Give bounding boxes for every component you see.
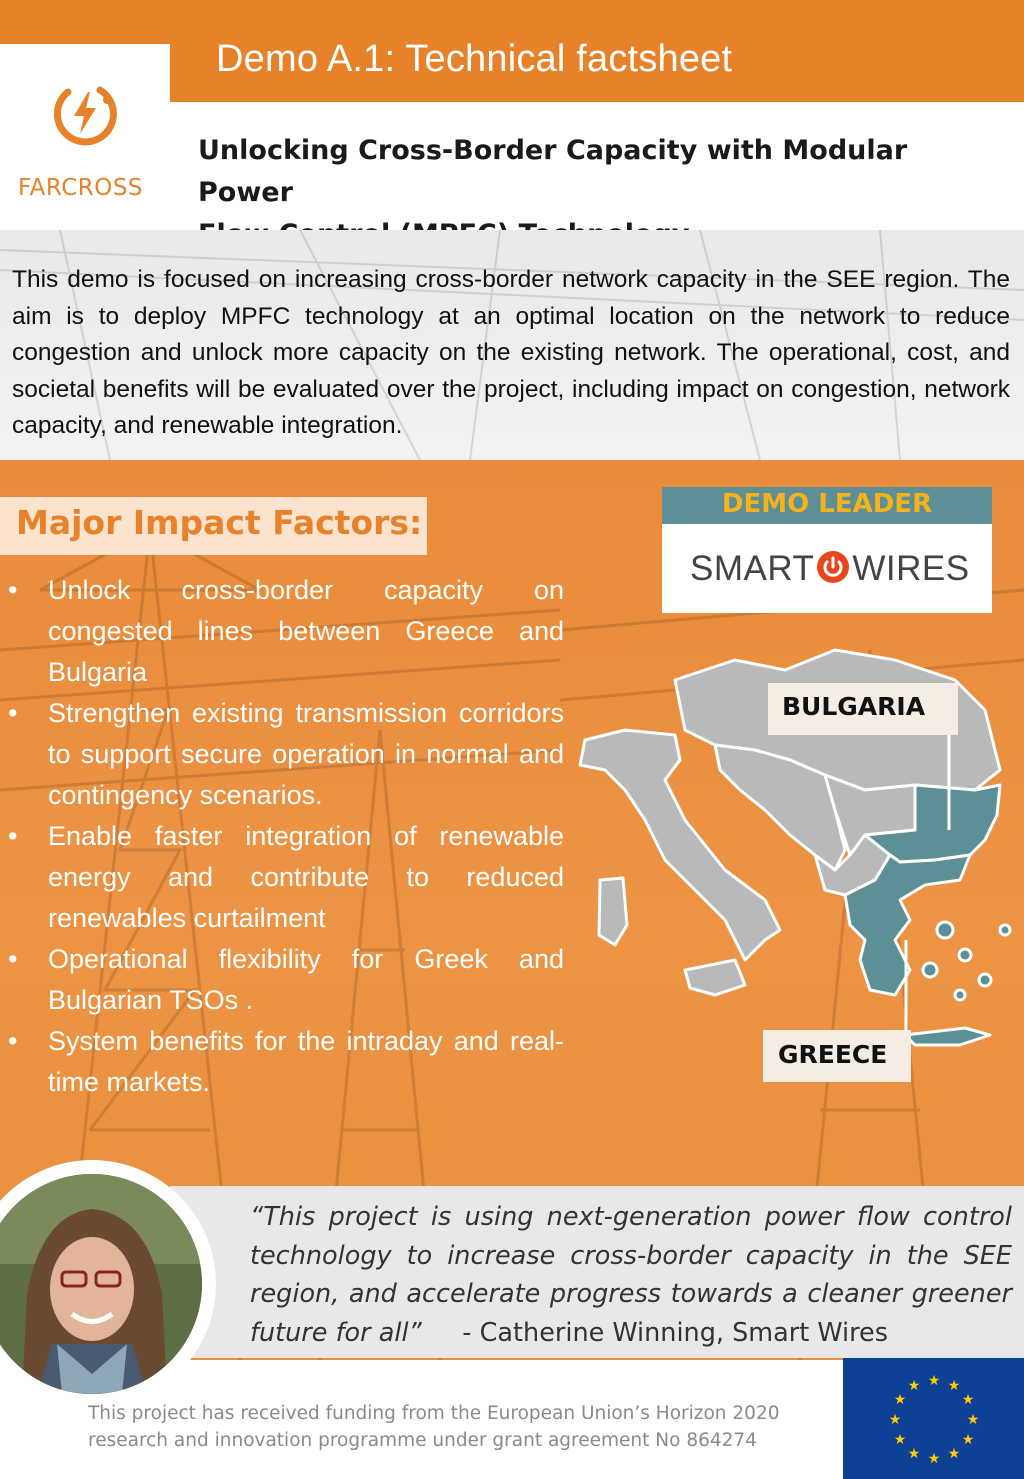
list-item: • System benefits for the intraday and real-time markets. [8,1021,564,1103]
list-item: • Enable faster integration of renewable energy and contribute to reduced renewables curtailment [8,816,564,939]
quote-author: - Catherine Winning, Smart Wires [462,1317,888,1348]
greece-label: GREECE [778,1040,888,1069]
list-item: • Strengthen existing transmission corridors to support secure operation in normal and contingency scenarios. [8,693,564,816]
svg-text:★: ★ [893,1432,907,1448]
map-region-sardinia [599,878,627,945]
demo-leader-title: DEMO LEADER [721,489,933,519]
map-island [979,974,991,986]
funding-line-1: This project has received funding from the European Union’s Horizon 2020 [88,1403,780,1424]
smartwires-logo [690,549,970,589]
map-region-sicily [685,960,745,995]
svg-text:★: ★ [927,1373,941,1389]
list-item: • Operational flexibility for Greek and Bulgarian TSOs . [8,939,564,1021]
farcross-logo-text: FARCROSS [18,175,144,201]
demo-leader-card [662,487,992,613]
svg-text:★: ★ [888,1412,902,1428]
map-island [955,990,965,1000]
subtitle-line-1: Unlocking Cross-Border Capacity with Modular Power [198,135,908,208]
header-accent [0,0,170,44]
funding-statement [88,1400,808,1454]
svg-text:★: ★ [907,1446,921,1462]
svg-text:★: ★ [961,1392,975,1408]
map-region-crete [905,1028,990,1045]
quote-text: “This project is using next-generation power flow control technology to increase cross-border capacity in the SEE region, and accelerate progress towards a cleaner greener future for all” [250,1202,1012,1348]
intro-text: This demo is focused on increasing cross-border network capacity in the SEE region. The aim is to deploy MPFC technology at an optimal location on the network to reduce congestion and unlock more capacity on the existing network. The operational, cost, and societal benefits will be evaluated over the project, including impact on congestion, network capacity, and renewable integration. [12,266,1010,439]
svg-text:★: ★ [907,1378,921,1394]
bulgaria-label: BULGARIA [782,692,926,721]
testimonial-quote [250,1198,1012,1352]
svg-text:★: ★ [927,1451,941,1467]
map-island [937,922,953,938]
eu-flag-icon [843,1358,1024,1479]
svg-text:★: ★ [961,1432,975,1448]
power-bolt-logo-icon [50,78,120,148]
svg-text:★: ★ [893,1392,907,1408]
svg-text:★: ★ [947,1378,961,1394]
svg-text:★: ★ [966,1412,980,1428]
funding-line-2: research and innovation programme under grant agreement No 864274 [88,1430,757,1451]
impact-list [8,570,564,1103]
svg-text:★: ★ [947,1446,961,1462]
map-island [923,963,937,977]
impact-heading: Major Impact Factors: [16,503,423,542]
smartwires-logo-right: WIRES [852,549,970,588]
map-island [959,949,971,961]
power-button-icon [816,550,850,584]
map-island [1000,925,1010,935]
smartwires-logo-left: SMART [690,549,815,588]
list-item: • Unlock cross-border capacity on congested lines between Greece and Bulgaria [8,570,564,693]
page-title: Demo A.1: Technical factsheet [216,38,733,80]
